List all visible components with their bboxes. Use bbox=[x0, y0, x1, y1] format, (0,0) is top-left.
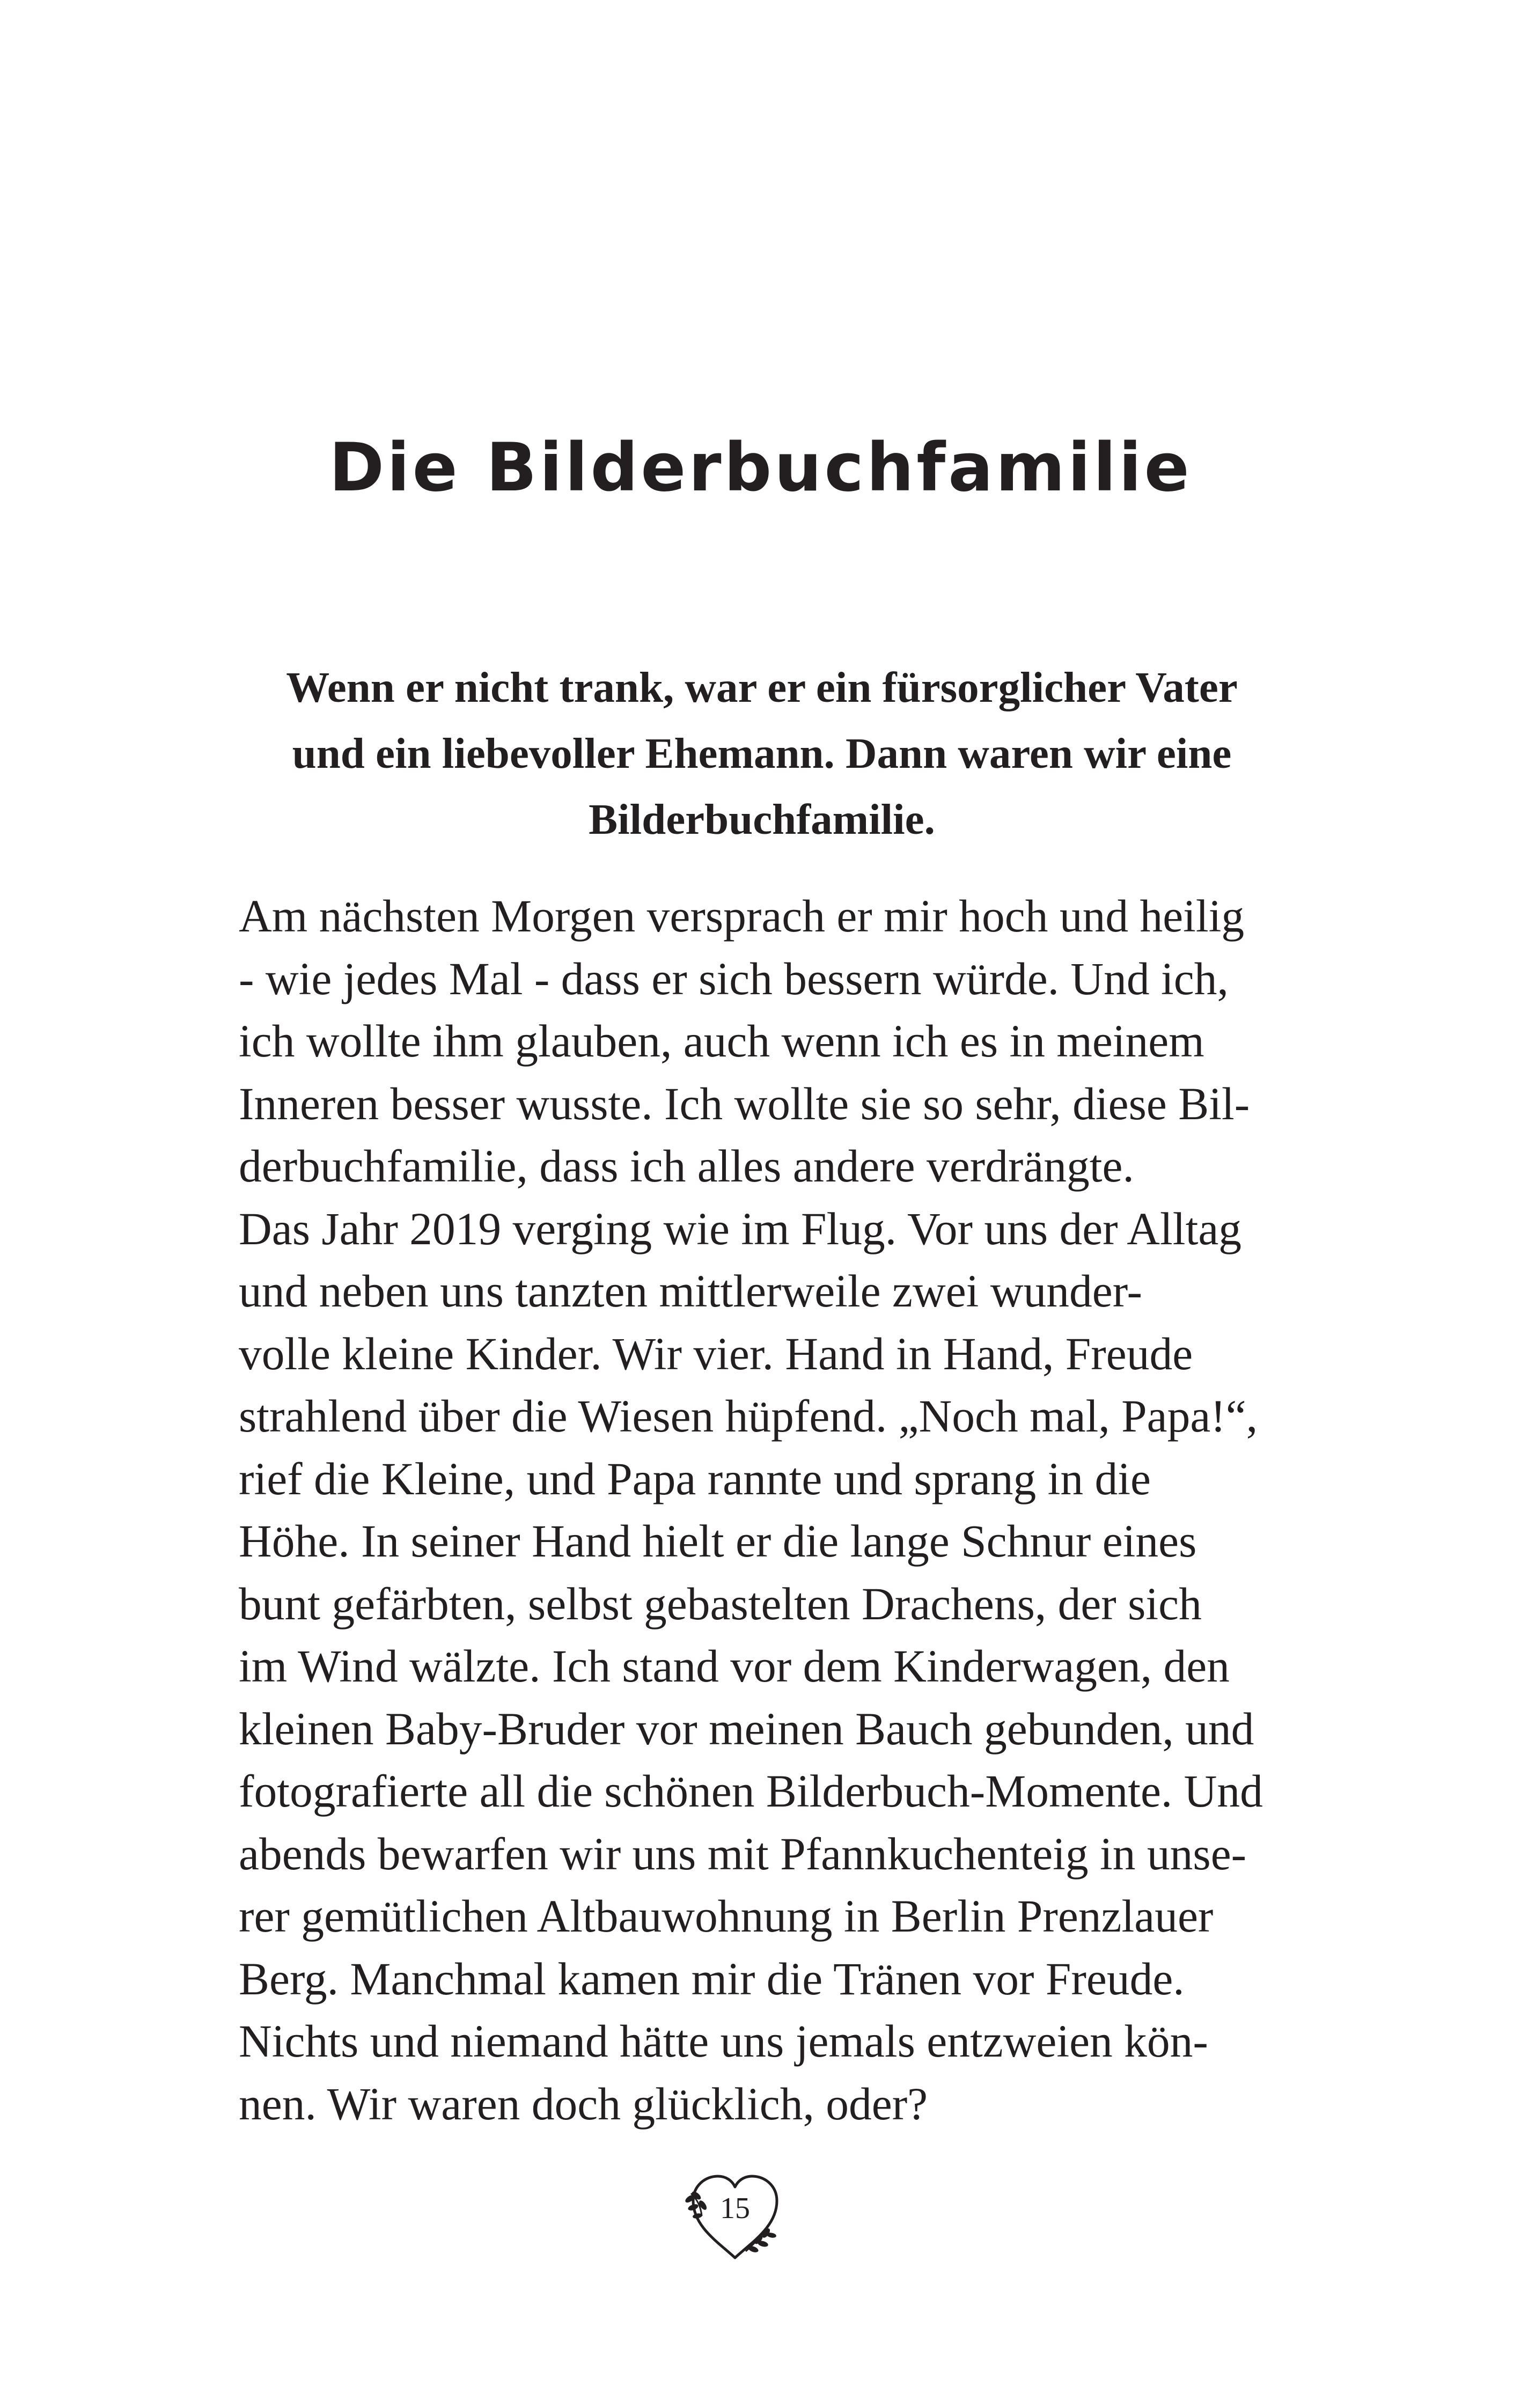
body-line: Berg. Manchmal kamen mir die Tränen vor Freude. bbox=[239, 1954, 1185, 2005]
body-line: - wie jedes Mal - dass er sich bessern würde. Und ich, bbox=[239, 953, 1229, 1004]
body-line: Höhe. In seiner Hand hielt er die lange Schnur eines bbox=[239, 1516, 1197, 1567]
body-line: nen. Wir waren doch glücklich, oder? bbox=[239, 2079, 928, 2130]
body-line: abends bewarfen wir uns mit Pfannkuchenteig in unse- bbox=[239, 1829, 1247, 1880]
body-line: strahlend über die Wiesen hüpfend. „Noch mal, Papa!“, bbox=[239, 1391, 1258, 1442]
page-number: 15 bbox=[720, 2192, 750, 2225]
body-paragraph bbox=[239, 885, 1317, 2135]
lead-line: und ein liebevoller Ehemann. Dann waren wir eine bbox=[292, 729, 1232, 777]
body-line: rief die Kleine, und Papa rannte und sprang in die bbox=[239, 1453, 1151, 1504]
body-line: und neben uns tanzten mittlerweile zwei wunder- bbox=[239, 1266, 1142, 1317]
body-line: volle kleine Kinder. Wir vier. Hand in Hand, Freude bbox=[239, 1328, 1193, 1379]
lead-line: Wenn er nicht trank, war er ein fürsorglicher Vater bbox=[286, 663, 1238, 711]
body-line: derbuchfamilie, dass ich alles andere verdrängte. bbox=[239, 1141, 1134, 1192]
body-line: Nichts und niemand hätte uns jemals entzweien kön- bbox=[239, 2016, 1208, 2067]
body-line: rer gemütlichen Altbauwohnung in Berlin Prenzlauer bbox=[239, 1891, 1214, 1942]
lead-line: Bilderbuchfamilie. bbox=[589, 795, 935, 843]
body-line: ich wollte ihm glauben, auch wenn ich es in meinem bbox=[239, 1016, 1204, 1067]
page-number-ornament bbox=[681, 2168, 789, 2264]
body-line: bunt gefärbten, selbst gebastelten Drachens, der sich bbox=[239, 1579, 1202, 1629]
chapter-lead bbox=[258, 655, 1266, 853]
body-line: Das Jahr 2019 verging wie im Flug. Vor uns der Alltag bbox=[239, 1203, 1242, 1254]
body-line: Inneren besser wusste. Ich wollte sie so sehr, diese Bil- bbox=[239, 1078, 1250, 1129]
body-line: kleinen Baby-Bruder vor meinen Bauch gebunden, und bbox=[239, 1704, 1254, 1754]
chapter-title: Die Bilderbuchfamilie bbox=[329, 429, 1192, 506]
body-line: fotografierte all die schönen Bilderbuch-Momente. Und bbox=[239, 1766, 1263, 1817]
body-line: Am nächsten Morgen versprach er mir hoch und heilig bbox=[239, 891, 1245, 942]
body-line: im Wind wälzte. Ich stand vor dem Kinderwagen, den bbox=[239, 1641, 1230, 1692]
